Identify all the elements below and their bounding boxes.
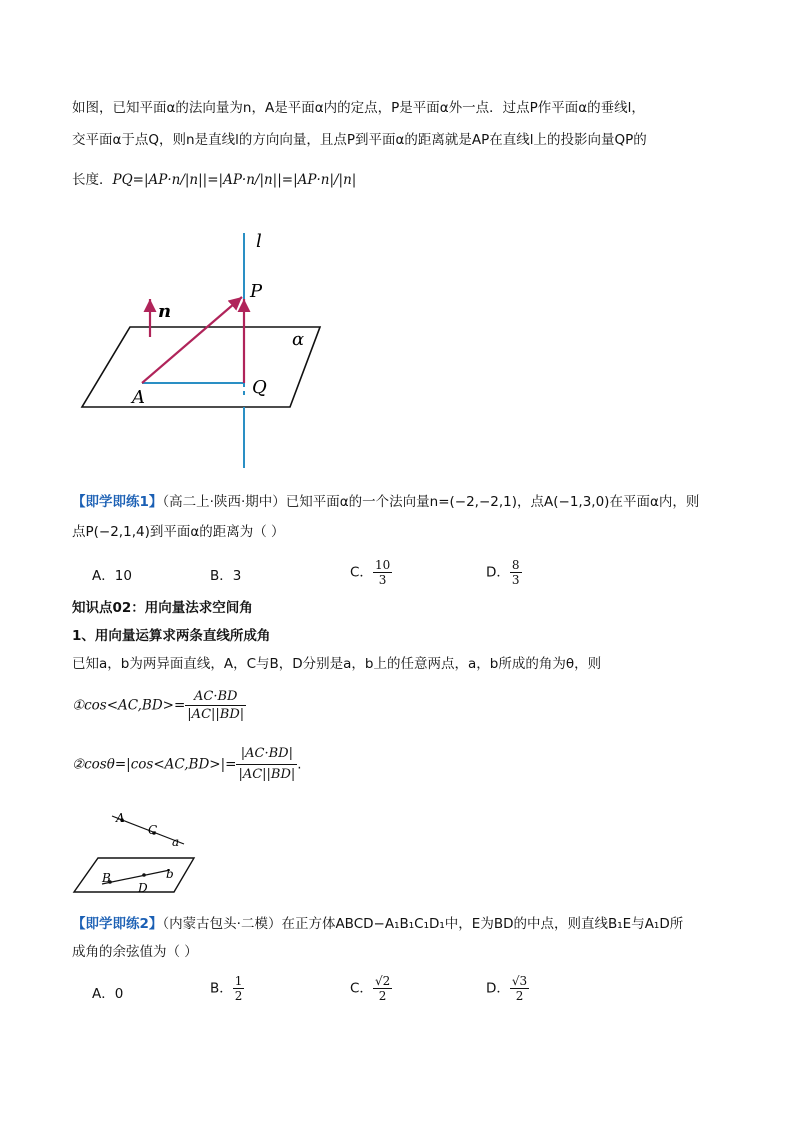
exercise-2-tag: 【即学即练2】: [72, 916, 163, 932]
exercise-1-option-b[interactable]: B．3: [210, 568, 242, 584]
label-alpha: α: [292, 329, 305, 350]
fraction: $\frac{10}{3}$: [374, 558, 391, 587]
intro-line-1: 如图，已知平面α的法向量为n，A是平面α内的定点，P是平面α外一点．过点P作平面α的垂线l，: [72, 100, 645, 116]
figure-skew-lines: [70, 808, 210, 900]
exercise-1-text-2: 点P(−2,1,4)到平面α的距离为（ ）: [72, 524, 285, 540]
formula-2-fraction: $\frac{|AC\cdot BD|}{|AC||BD|}$: [238, 746, 296, 782]
fraction: $\frac{8}{3}$: [511, 558, 520, 587]
exercise-2-text-1: （内蒙古包头·二模）在正方体ABCD−A₁B₁C₁D₁中，E为BD的中点，则直线B₁E与A₁D所: [162, 916, 684, 932]
vector-AP: [142, 297, 242, 383]
label-n: n: [158, 301, 172, 322]
exercise-2-option-a[interactable]: A．0: [92, 986, 124, 1002]
intro-line-3-prefix: 长度．: [72, 172, 113, 188]
formula-1-lhs: ①cos<AC,BD>=: [72, 697, 186, 714]
section-heading: 知识点02：用向量法求空间角: [72, 600, 253, 616]
label-A: A: [132, 387, 145, 408]
intro-line-2: 交平面α于点Q，则n是直线l的方向向量，且点P到平面α的距离就是AP在直线l上的投影向量QP的: [72, 132, 647, 148]
exercise-2-option-c[interactable]: C． $\frac{√2}{2}$: [350, 974, 391, 1003]
fraction: $\frac{√3}{2}$: [511, 974, 528, 1003]
label-fig2-C: C: [148, 823, 158, 837]
exercise-1-option-d[interactable]: D． $\frac{8}{3}$: [486, 558, 520, 587]
label-l: l: [256, 231, 262, 252]
fraction: $\frac{1}{2}$: [234, 974, 243, 1003]
label-P: P: [250, 281, 263, 302]
section-given: 已知a，b为两异面直线，A，C与B，D分别是a，b上的任意两点，a，b所成的角为θ，则: [72, 656, 602, 672]
intro-line-3: [72, 170, 732, 190]
exercise-1-option-c[interactable]: C． $\frac{10}{3}$: [350, 558, 391, 587]
point-D: [142, 873, 146, 877]
label-fig2-A: A: [116, 811, 125, 825]
label-fig2-b: b: [166, 867, 174, 881]
label-fig2-a: a: [172, 835, 180, 849]
formula-2: ②cosθ=|cos<AC,BD>|= $\frac{|AC\cdot BD|}{|AC||BD|}$ .: [72, 744, 732, 794]
exercise-1-line-1: [72, 492, 732, 512]
exercise-1-option-a[interactable]: A．10: [92, 568, 132, 584]
plane-alpha: [82, 327, 320, 407]
formula-2-lhs: ②cosθ=|cos<AC,BD>|=: [72, 756, 237, 773]
label-fig2-B: B: [102, 871, 111, 885]
label-Q: Q: [252, 377, 267, 398]
distance-formula: PQ=|AP·n/|n||=|AP·n/|n||=|AP·n|/|n|: [112, 172, 357, 188]
figure-plane-distance: [70, 225, 370, 475]
exercise-2-option-d[interactable]: D． $\frac{√3}{2}$: [486, 974, 528, 1003]
formula-1: [72, 688, 732, 728]
exercise-1-text-1: （高二上·陕西·期中）已知平面α的一个法向量n=(−2,−2,1)，点A(−1,3,0)在平面α内，则: [162, 494, 700, 510]
plane-figure-2: [74, 858, 194, 892]
exercise-2-text-2: 成角的余弦值为（ ）: [72, 944, 198, 960]
exercise-1-tag: 【即学即练1】: [72, 494, 163, 510]
formula-1-fraction: $\frac{AC\cdot BD}{|AC||BD|}$: [187, 689, 245, 722]
fraction: $\frac{√2}{2}$: [374, 974, 391, 1003]
label-fig2-D: D: [138, 881, 148, 895]
line-b: [102, 870, 170, 884]
section-subheading: 1、用向量运算求两条直线所成角: [72, 628, 271, 644]
exercise-2-option-b[interactable]: B． $\frac{1}{2}$: [210, 974, 243, 1003]
exercise-2-line-1: [72, 914, 732, 934]
